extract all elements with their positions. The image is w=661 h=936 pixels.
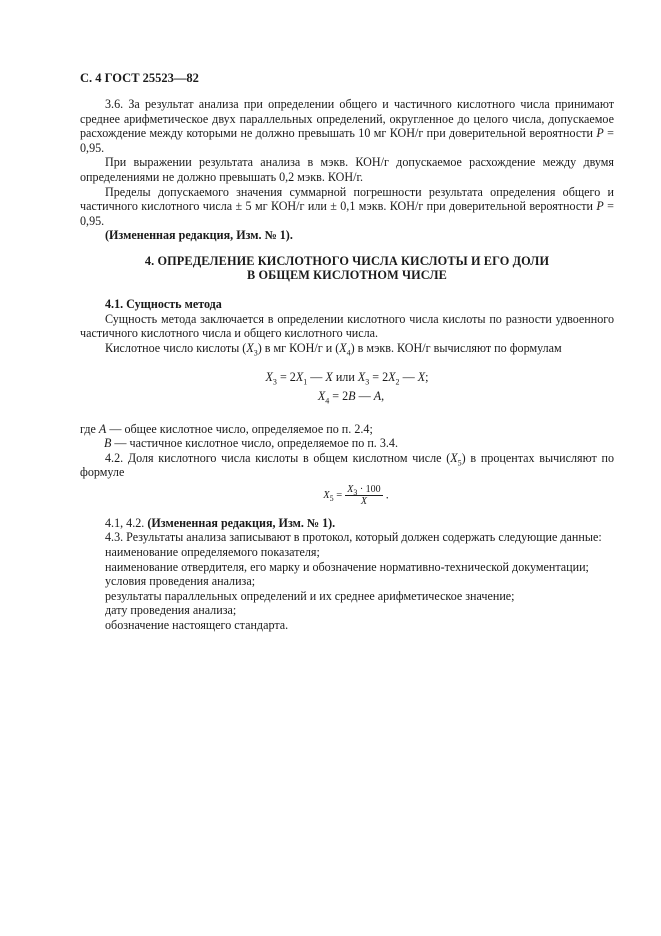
formula-x4: $X_4 = 2B$ — A, [317, 388, 385, 406]
section-4-title: 4. ОПРЕДЕЛЕНИЕ КИСЛОТНОГО ЧИСЛА КИСЛОТЫ И ЕГО ДОЛИ В ОБЩЕМ КИСЛОТНОМ ЧИСЛЕ [144, 253, 550, 283]
protocol-contents-list [80, 545, 614, 633]
list-item: наименование определяемого показателя; [105, 545, 320, 560]
paragraph-3-6: 3.6. За результат анализа при определении общего и частичного кислотного числа принимают среднее арифметическое двух параллельных определений, округленное до целого числа, допускаемое расхождение между которыми не должно превышать 10 мг КОН/г при доверительной вероятности P = 0,95. [80, 97, 614, 155]
list-item: результаты параллельных определений и их среднее арифметическое значение; [105, 588, 515, 603]
formula-x3: $X_3 = 2X_1$ — X или $X_3 = 2X_2$ — X; [265, 370, 429, 387]
list-item: наименование отвердителя, его марку и обозначение нормативно-технической документации; [105, 559, 589, 574]
fraction: $\frac{X_3 \cdot 100}{X}$ [347, 483, 381, 507]
paragraph-4-2: 4.2. Доля кислотного числа кислоты в общем кислотном числе $(X_5)$ в процентах вычисляют по формуле [80, 450, 614, 480]
formula-x5: $X_5$ = $\frac{X_3 \cdot 100}{X}$ . [323, 483, 389, 507]
amendment-note-1: (Измененная редакция, Изм. № 1). [105, 228, 293, 243]
paragraph-error-limits: Пределы допускаемого значения суммарной погрешности результата определения общего и частичного кислотного числа ± 5 мг КОН/г или ± 0,1 мэкв. КОН/г при доверительной вероятности P = 0,95. [80, 184, 614, 228]
list-item: условия проведения анализа; [105, 574, 256, 589]
page-header: С. 4 ГОСТ 25523—82 [80, 71, 199, 85]
document-body [80, 97, 614, 633]
subsection-4-1-title: 4.1. Сущность метода [105, 296, 222, 311]
list-item: дату проведения анализа; [105, 603, 237, 618]
where-b-definition: B — частичное кислотное число, определяемое по п. 3.4. [104, 436, 398, 451]
paragraph-meq-tolerance: При выражении результата анализа в мэкв. КОН/г допускаемое расхождение между двумя определениями не должно превышать 0,2 мэкв. КОН/г. [80, 155, 614, 184]
paragraph-4-3: 4.3. Результаты анализа записывают в протокол, который должен содержать следующие данные: [105, 530, 602, 545]
amendment-note-2: 4.1, 4.2. (Измененная редакция, Изм. № 1). [105, 515, 336, 530]
paragraph-formula-intro: Кислотное число кислоты $(X_3)$ в мг КОН/г и $(X_4)$ в мэкв. КОН/г вычисляют по формулам [105, 340, 562, 358]
where-a-definition: где A — общее кислотное число, определяемое по п. 2.4; [80, 421, 373, 436]
list-item: обозначение настоящего стандарта. [105, 618, 289, 633]
paragraph-method-essence: Сущность метода заключается в определении кислотного числа кислоты по разности удвоенного частичного кислотного числа и общего кислотного числа. [80, 311, 614, 341]
